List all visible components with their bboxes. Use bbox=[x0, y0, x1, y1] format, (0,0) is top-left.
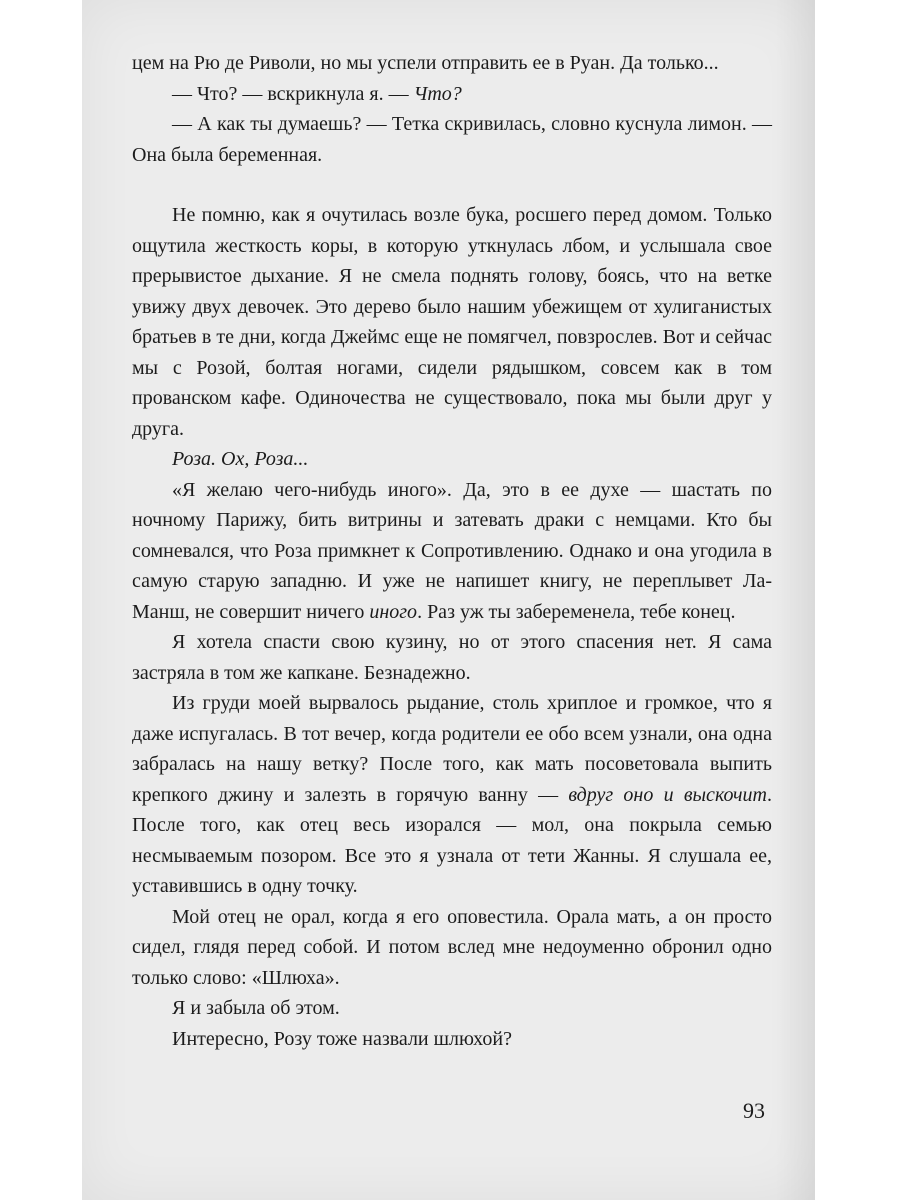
paragraph-9: Мой отец не орал, когда я его оповестила. Орала мать, а он просто сидел, глядя перед собой. И потом вслед мне недоуменно обронил одно только слово: «Шлюха». bbox=[132, 905, 772, 989]
page-number: 93 bbox=[743, 1098, 765, 1123]
paragraph-8-text-a: Из груди моей вырвалось рыдание, столь хриплое и громкое, что я даже испугалась. В тот вечер, когда родители ее обо всем узнали, она одна забралась на нашу ветку? После того, как мать посоветовала выпить крепкого джину и залезть в горячую ванну — bbox=[132, 692, 772, 806]
paragraph-6-text-a: «Я желаю чего-нибудь иного». Да, это в ее духе — шастать по ночному Парижу, бить витрины и затевать драки с немцами. Кто бы сомневался, что Роза примкнет к Сопротивлению. Однако и она угодила в самую старую западню. И уже не напишет книгу, не переплывет Ла-Манш, не совершит ничего bbox=[132, 478, 772, 623]
paragraph-6-text-c: . Раз уж ты забеременела, тебе конец. bbox=[417, 600, 736, 623]
paragraph-7: Я хотела спасти свою кузину, но от этого спасения нет. Я сама застряла в том же капкане. Безнадежно. bbox=[132, 631, 772, 684]
paragraph-8 bbox=[132, 688, 772, 902]
paragraph-6 bbox=[132, 475, 772, 628]
paragraph-8-italic: вдруг оно и выскочит bbox=[568, 783, 767, 806]
paragraph-10: Я и забыла об этом. bbox=[172, 997, 340, 1019]
paragraph-5-italic: Роза. Ох, Роза... bbox=[172, 448, 309, 470]
paragraph-2-text: — Что? — вскрикнула я. — bbox=[172, 82, 414, 105]
paragraph-11: Интересно, Розу тоже назвали шлюхой? bbox=[172, 1027, 512, 1050]
page-text bbox=[132, 48, 772, 1054]
paragraph-2 bbox=[132, 79, 772, 110]
paragraph-4: Не помню, как я очутилась возле бука, росшего перед домом. Только ощутила жесткость коры, в которую уткнулась лбом, и услышала свое прерывистое дыхание. Я не смела поднять голову, боясь, что на ветке увижу двух девочек. Это дерево было нашим убежищем от хулиганистых братьев в те дни, когда Джеймс еще не помягчел, повзрослев. Вот и сейчас мы с Розой, болтая ногами, сидели рядышком, совсем как в том прованском кафе. Одиночества не существовало, пока мы были друг у друга. bbox=[132, 204, 772, 440]
paragraph-1: цем на Рю де Риволи, но мы успели отправить ее в Руан. Да только... bbox=[132, 52, 719, 74]
paragraph-3: — А как ты думаешь? — Тетка скривилась, словно куснула лимон. — Она была беременная. bbox=[132, 113, 772, 166]
page-shadow bbox=[775, 0, 815, 1200]
paragraph-5 bbox=[132, 444, 772, 475]
paragraph-8-text-c: . После того, как отец весь изорался — мол, она покрыла семью несмываемым позором. Все это я узнала от тети Жанны. Я слушала ее, уставившись в одну точку. bbox=[132, 783, 772, 897]
paragraph-2-italic: Что? bbox=[413, 82, 462, 105]
paragraph-6-italic: иного bbox=[369, 600, 418, 623]
section-gap bbox=[132, 170, 772, 200]
